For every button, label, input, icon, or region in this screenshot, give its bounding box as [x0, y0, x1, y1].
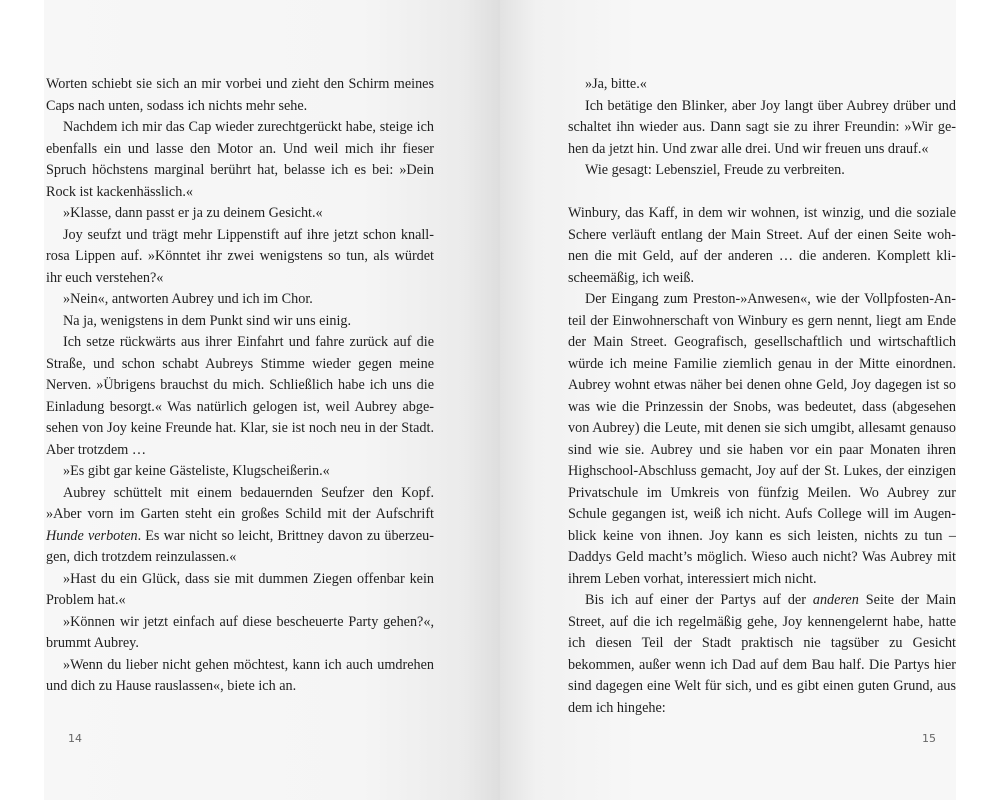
- left-page-text: [46, 74, 434, 698]
- right-page-text: [568, 74, 956, 719]
- paragraph: »Hast du ein Glück, dass sie mit dummen Ziegen offenbar kein Problem hat.«: [46, 570, 434, 608]
- paragraph: Ich betätige den Blinker, aber Joy langt über Aubrey drüber und schaltet ihn wieder aus. Dann sagt sie zu ihrer Freundin: »Wir gehen da jetzt hin. Und zwar alle drei. Und wir freuen uns drauf.«: [568, 97, 956, 157]
- paragraph: Joy seufzt und trägt mehr Lippenstift auf ihre jetzt schon knallrosa Lippen auf. »Könntet ihr zwei wenigstens so tun, als würdet ihr euch verstehen?«: [46, 226, 434, 286]
- sign-text-italic: Hunde verboten: [46, 527, 138, 544]
- page-number: 15: [922, 732, 936, 745]
- paragraph: Der Eingang zum Preston-»Anwesen«, wie der Vollpfosten-Anteil der Einwohnerschaft von Winbury es gern nennt, liegt am Ende der Main Street. Geografisch, gesellschaftlich und wirtschaftlich würde ich meine Familie ziemlich genau in der Mitte einordnen. Aubrey wohnt etwas näher bei denen ohne Geld, Joy dagegen ist so was wie die Prinzessin der Snobs, was bedeutet, dass (abgesehen von Aubrey) die Leute, mit denen sie sich umgibt, allesamt genauso sind wie sie. Aubrey und sie haben vor ein paar Monaten ihren Highschool-Abschluss gemacht, Joy auf der St. Lukes, der einzigen Privatschule im Umkreis von fünfzig Meilen. Wo Aubrey zur Schule gegangen ist, weiß ich nicht. Aufs College will im Augenblick keine von ihnen. Joy kann es sich leisten, nichts zu tun – Daddys Geld macht’s möglich. Wieso auch nicht? Was Aubrey mit ihrem Leben vorhat, interessiert mich nicht.: [568, 291, 956, 587]
- page-number: 14: [68, 732, 82, 745]
- paragraph: »Nein«, antworten Aubrey und ich im Chor.: [63, 291, 313, 307]
- emphasis-text: anderen: [812, 592, 859, 608]
- paragraph: »Es gibt gar keine Gästeliste, Klugscheißerin.«: [63, 463, 330, 479]
- paragraph: »Wenn du lieber nicht gehen möchtest, kann ich auch umdrehen und dich zu Hause rauslassen«, biete ich an.: [46, 656, 434, 694]
- paragraph: Wie gesagt: Lebensziel, Freude zu verbreiten.: [585, 162, 845, 178]
- paragraph-text: Bis ich auf einer der Partys auf der: [585, 592, 813, 608]
- paragraph: Ich setze rückwärts aus ihrer Einfahrt und fahre zurück auf die Straße, und schon schabt Aubreys Stimme wieder gegen meine Nerven. »Übrigens brauchst du mich. Schließlich habe ich uns die Einladung besorgt.« Was natürlich gelogen ist, weil Aubrey abgesehen von Joy keine Freunde hat. Klar, sie ist noch neu in der Stadt. Aber trotzdem …: [46, 334, 434, 458]
- paragraph-text: . Es war nicht so leicht, Brittney davon zu überzeugen, dich trotzdem reinzulassen.«: [46, 527, 434, 565]
- paragraph: [568, 590, 956, 719]
- paragraph-text: Seite der Main Street, auf die ich regelmäßig gehe, Joy kennengelernt habe, hatte ich diesen Teil der Stadt praktisch nie tagsüber zu Gesicht bekommen, außer wenn ich Dad auf dem Bau half. Die Partys hier sind dagegen eine Welt für sich, und es gibt einen guten Grund, aus dem ich hingehe:: [568, 592, 956, 716]
- paragraph: [46, 483, 434, 569]
- paragraph-text: Aubrey schüttelt mit einem bedauernden Seufzer den Kopf. »Aber vorn im Garten steht ein großes Schild mit der Aufschrift: [46, 484, 434, 522]
- paragraph: »Ja, bitte.«: [585, 76, 647, 92]
- left-page: [44, 0, 500, 800]
- right-page: [500, 0, 956, 800]
- paragraph: »Klasse, dann passt er ja zu deinem Gesicht.«: [63, 205, 323, 221]
- paragraph: Nachdem ich mir das Cap wieder zurechtgerückt habe, steige ich ebenfalls ein und lasse den Motor an. Und weil mich ihr fieser Spruch höchstens marginal berührt hat, belasse ich es bei: »Dein Rock ist kackenhässlich.«: [46, 119, 434, 200]
- section-start-paragraph: Winbury, das Kaff, in dem wir wohnen, ist winzig, und die soziale Schere verläuft entlang der Main Street. Auf der einen Seite wohnen die mit Geld, auf der anderen … die anderen. Komplett klischeemäßig, ich weiß.: [568, 205, 956, 286]
- paragraph: Worten schiebt sie sich an mir vorbei und zieht den Schirm meines Caps nach unten, sodass ich nichts mehr sehe.: [46, 76, 434, 114]
- paragraph: Na ja, wenigstens in dem Punkt sind wir uns einig.: [63, 312, 352, 329]
- paragraph: »Können wir jetzt einfach auf diese bescheuerte Party gehen?«, brummt Aubrey.: [46, 613, 434, 651]
